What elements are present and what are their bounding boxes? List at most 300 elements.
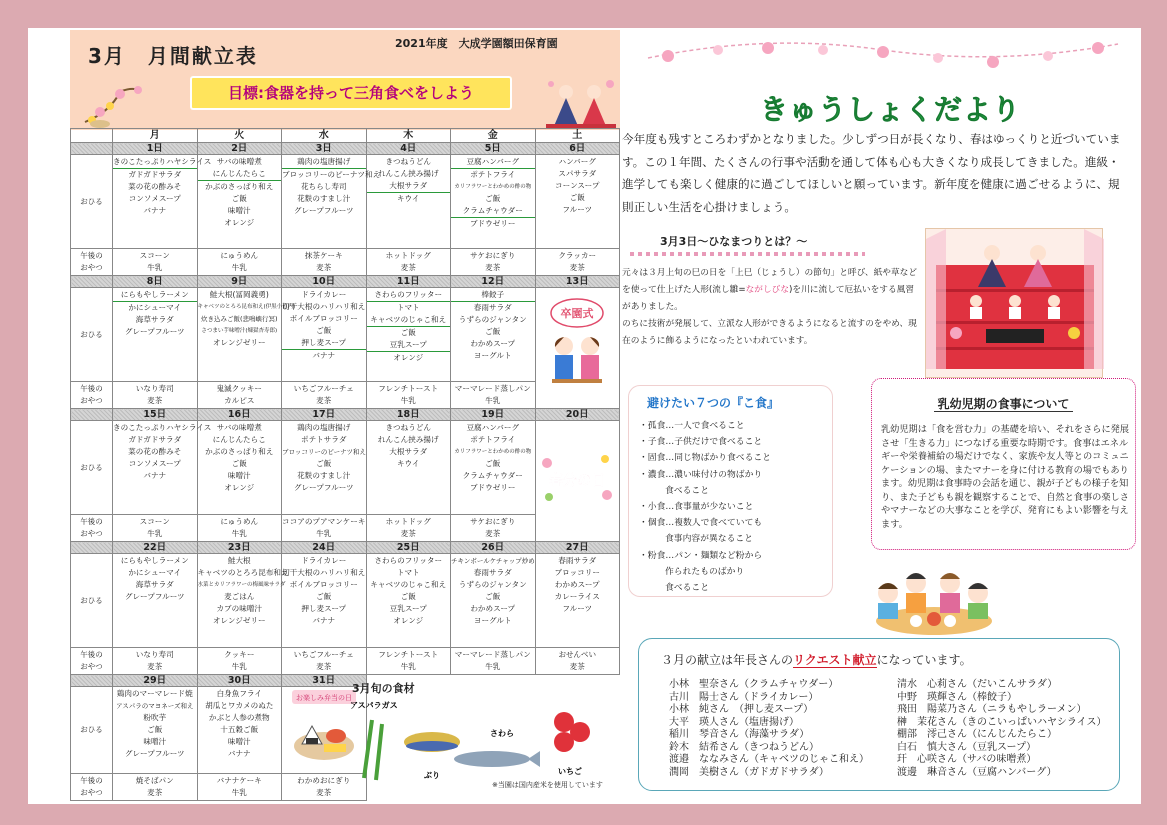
- dish: アスパラのマヨネーズ和え: [116, 702, 194, 710]
- snack-item: サケおにぎり: [470, 517, 516, 526]
- request-entry: 鈴木 結希さん（きつねうどん）: [669, 741, 819, 753]
- drink: 麦茶: [316, 263, 332, 272]
- lunch-cell: [535, 554, 620, 648]
- dish: ご飯: [316, 326, 332, 335]
- dish: わかめスープ: [554, 580, 600, 589]
- request-entry: 白石 慎大さん（豆乳スープ）: [897, 741, 1037, 753]
- dish: スパサラダ: [558, 169, 597, 178]
- dish: ブドウゼリー: [469, 483, 516, 492]
- dish: ご飯: [485, 194, 501, 203]
- newsletter-side: [608, 28, 1141, 804]
- weekday-tue: 火: [197, 129, 282, 143]
- newsletter-title: きゅうしょくだより: [760, 93, 1022, 126]
- date-cell: 12日: [451, 276, 536, 288]
- dish: キウイ: [396, 459, 420, 468]
- dish: れんこん挟み揚げ: [377, 435, 439, 444]
- request-entry: 渡邊 琳音さん（豆腐ハンバーグ）: [897, 766, 1057, 778]
- snack-item: ホットドッグ: [385, 517, 431, 526]
- date-cell: 11日: [366, 276, 451, 288]
- drink: 牛乳: [147, 263, 163, 272]
- dish: ご飯: [400, 328, 416, 337]
- dish: ご飯: [147, 725, 163, 734]
- date-cell: 25日: [366, 542, 451, 554]
- snack-item: マーマレード蒸しパン: [454, 650, 531, 659]
- dish: ボイルブロッコリー: [289, 580, 358, 589]
- dish: わかめスープ: [470, 604, 516, 613]
- lunch-cell: [113, 288, 198, 382]
- dish: バナナ: [312, 351, 336, 360]
- snack-item: スコーン: [139, 517, 170, 526]
- dish: 鮭大根: [227, 556, 251, 565]
- footnote: ※当園は国内産米を使用しています: [492, 781, 603, 789]
- drink: 麦茶: [316, 662, 332, 671]
- snack-cell: [197, 648, 282, 675]
- snack-item: 焼そばパン: [135, 776, 174, 785]
- dish: サバの味噌煮: [216, 157, 262, 166]
- blank: [71, 143, 113, 155]
- snack-item: クラッカー: [558, 251, 597, 260]
- dish: オレンジ: [393, 616, 424, 625]
- snack-label-2: おやつ: [80, 529, 103, 538]
- newsletter-page: [28, 28, 1141, 804]
- snack-item: 鬼滅クッキー: [216, 384, 263, 393]
- lunch-cell: [113, 554, 198, 648]
- lunch-cell: [282, 421, 367, 515]
- week3-lunch-row: [71, 421, 620, 515]
- dish: 麦ごはん: [224, 592, 255, 601]
- drink: 牛乳: [231, 662, 247, 671]
- dish: ブロッコリー: [554, 568, 600, 577]
- dish: 十五穀ご飯: [220, 725, 259, 734]
- drink: 牛乳: [485, 662, 501, 671]
- family-meal-illustration: [866, 563, 1001, 638]
- dish: にんじんたらこ: [198, 168, 282, 181]
- lunch-cell: [113, 687, 198, 774]
- date-cell: 29日: [113, 675, 198, 687]
- hina-sentence-1: 元々は３月上旬の巳の日を「上巳（じょうし）の節句」と呼び、紙や草などを使って仕上げた人形(流し雛=: [622, 268, 918, 295]
- dish: キャベツのとろろ昆布和え(伊黒小芭内): [197, 304, 296, 310]
- seasonal-foods: [332, 678, 622, 783]
- lunch-cell: [113, 155, 212, 249]
- snack-cell: [113, 249, 198, 276]
- dish: 粉吹芋: [143, 713, 167, 722]
- dish: 押し麦スープ: [301, 604, 347, 613]
- infant-meals-title: [872, 395, 1135, 412]
- lunch-cell: [197, 288, 296, 382]
- dish: 花麩のすまし汁: [297, 471, 351, 480]
- snack-cell: [451, 515, 536, 542]
- snack-item: いちごフルーチェ: [293, 384, 354, 393]
- request-list-left: [669, 679, 869, 779]
- dish: オレンジ: [393, 353, 424, 362]
- snack-cell: [451, 382, 536, 409]
- week2-lunch-row: [71, 288, 620, 382]
- snack-cell: [113, 648, 198, 675]
- lunch-label: おひる: [71, 554, 113, 648]
- date-cell: 23日: [197, 542, 282, 554]
- dish: ポテトサラダ: [301, 435, 347, 444]
- hina-sentence-3: のちに技術が発展して、立派な人形ができるようになると流すのをやめ、現在のように飾るようになったといわれています。: [622, 319, 917, 346]
- snack-cell: [535, 648, 620, 675]
- dish: 胡瓜とワカメのぬた: [205, 701, 274, 710]
- date-cell: 26日: [451, 542, 536, 554]
- dish: オレンジゼリー: [212, 338, 266, 347]
- week4-date-row: [71, 542, 620, 554]
- dish: トマト: [396, 303, 420, 312]
- dish: 切干大根のハリハリ和え: [282, 302, 366, 311]
- dish: ハンバーグ: [558, 157, 596, 166]
- snack-cell: [366, 382, 451, 409]
- weekday-fri: 金: [451, 129, 536, 143]
- dish: れんこん挟み揚げ: [377, 169, 439, 178]
- date-cell: 6日: [535, 143, 620, 155]
- snack-item: フレンチトースト: [378, 384, 439, 393]
- blank: [71, 542, 113, 554]
- weekday-wed: 水: [282, 129, 367, 143]
- dish: きのこたっぷりハヤシライス: [113, 423, 212, 432]
- dish: きつねうどん: [385, 423, 432, 432]
- request-entry: 玕 心咲さん（サバの味噌煮）: [897, 754, 1037, 765]
- week4-lunch-row: [71, 554, 620, 648]
- snack-item: わかめおにぎり: [297, 776, 351, 785]
- snack-label-1: 午後の: [80, 517, 103, 526]
- request-title-pre: ３月の献立は年長さんの: [661, 653, 794, 667]
- dish: ポテトフライ: [470, 435, 516, 444]
- hina-highlight: ながしびな: [745, 285, 790, 295]
- hinamatsuri-title: 3月3日～ひなまつりとは？～: [660, 235, 808, 248]
- dish: きつねうどん: [385, 157, 432, 166]
- dish: ブロッコリーのピーナツ和え: [282, 170, 381, 179]
- dish: きのこたっぷりハヤシライス: [113, 156, 197, 169]
- snack-label-2: おやつ: [80, 263, 103, 272]
- date-cell: 2日: [197, 143, 282, 155]
- snack-cell: [451, 648, 536, 675]
- dish: クラムチャウダー: [451, 205, 535, 218]
- snack-cell: [282, 648, 367, 675]
- week1-date-row: [71, 143, 620, 155]
- dish: かぶのさっぱり和え: [205, 182, 274, 191]
- request-menu-box: [638, 638, 1120, 791]
- drink: 麦茶: [147, 662, 163, 671]
- dish: 豆腐ハンバーグ: [451, 156, 535, 169]
- date-cell: 5日: [451, 143, 536, 155]
- snack-label: [71, 515, 113, 542]
- dish: かにシューマイ: [128, 568, 182, 577]
- blank: [71, 409, 113, 421]
- buri-label: ぶり: [424, 771, 440, 780]
- drink: 牛乳: [231, 263, 247, 272]
- snack-cell: [535, 249, 620, 276]
- dish: カブの味噌汁: [216, 604, 263, 613]
- menu-title: 3月 月間献立表: [88, 44, 258, 68]
- drink: 牛乳: [231, 788, 247, 797]
- dish: 鮭大根(冨岡義勇): [209, 290, 269, 299]
- dish: にらもやしラーメン: [113, 289, 197, 302]
- date-cell: 31日: [282, 675, 367, 687]
- dish: コーンスープ: [555, 181, 600, 190]
- snack-item: いなり寿司: [135, 384, 174, 393]
- lunch-cell: [366, 421, 451, 515]
- koshoku-item: ・子食…子供だけで食べること: [639, 437, 763, 448]
- sakura-garland: [648, 38, 1118, 76]
- dish: 春雨サラダ: [473, 303, 512, 312]
- snack-item: サケおにぎり: [470, 251, 516, 260]
- dish: バナナ: [227, 749, 251, 758]
- dish: さわらのフリッター: [374, 556, 443, 565]
- dish: うずらのジャンタン: [458, 580, 527, 589]
- snack-cell: [113, 382, 198, 409]
- date-cell: 27日: [535, 542, 620, 554]
- hinamatsuri-text: [622, 265, 922, 350]
- lunch-cell: [366, 288, 451, 382]
- dish: グレープフルーツ: [293, 206, 354, 215]
- infant-meals-box: [871, 378, 1136, 550]
- dish: 炊き込みご飯(悲鳴嶼行冥): [200, 315, 278, 323]
- drink: 麦茶: [316, 788, 332, 797]
- weekday-sat: 土: [535, 129, 620, 143]
- dish: 味噌汁: [227, 737, 251, 746]
- dish: フルーツ: [562, 604, 593, 613]
- dish: ポテトフライ: [470, 170, 516, 179]
- lunch-cell: [451, 421, 536, 515]
- koshoku-item: ・濃食…濃い味付けの物ばかり: [639, 469, 763, 480]
- goal-banner: 目標:食器を持って三角食べをしよう: [190, 76, 512, 110]
- dish: さつまい芋味噌汁(煉獄杏寿郎): [201, 328, 278, 334]
- lunch-cell: [197, 155, 282, 249]
- request-entry: 小林 純さん （押し麦スープ）: [669, 704, 814, 715]
- dish: カリフラワーとわかめの酢の物: [454, 449, 532, 455]
- request-entry: 渡邉 ななみさん（キャベツのじゃこ和え）: [669, 754, 869, 765]
- request-entry: 中野 瑛輝さん（棒餃子）: [897, 691, 1017, 703]
- dish: 花ちらし寿司: [300, 182, 347, 191]
- dish: 白身魚フライ: [216, 689, 262, 698]
- drink: 牛乳: [485, 396, 501, 405]
- date-cell: 3日: [282, 143, 367, 155]
- dish: グレープフルーツ: [124, 592, 185, 601]
- date-cell: 13日: [535, 276, 620, 288]
- drink: 麦茶: [316, 396, 332, 405]
- koshoku-title: 避けたい７つの『こ食』: [647, 396, 780, 410]
- snack-cell: [197, 515, 282, 542]
- snack-cell: [282, 382, 367, 409]
- dish: さわらのフリッター: [367, 289, 451, 302]
- snack-label: [71, 382, 113, 409]
- lunch-cell: [451, 155, 536, 249]
- snack-item: 抹茶ケーキ: [304, 251, 343, 260]
- week1-snack-row: [71, 249, 620, 276]
- drink: 麦茶: [147, 788, 163, 797]
- drink: カルピス: [224, 396, 255, 405]
- bento-text: お楽しみ弁当の日: [295, 694, 352, 702]
- snack-item: フレンチトースト: [378, 650, 439, 659]
- lunch-cell: [451, 554, 536, 648]
- request-list-right: [897, 679, 1107, 779]
- dish: キャベツのじゃこ和え: [367, 314, 451, 327]
- lunch-cell: [113, 421, 212, 515]
- weekday-mon: 月: [113, 129, 198, 143]
- snack-item: にゅうめん: [220, 251, 259, 260]
- dish: 大根サラダ: [367, 180, 451, 193]
- dish: 鶏肉のマーマレード焼: [116, 689, 193, 698]
- infant-meals-title-text: 乳幼児期の食事について: [934, 397, 1074, 412]
- snack-item: おせんべい: [558, 650, 597, 659]
- dish: ヨーグルト: [473, 351, 512, 360]
- ichigo-label: いちご: [558, 767, 582, 776]
- dish: サバの味噌煮: [216, 423, 262, 432]
- request-entry: 小林 聖奈さん（クラムチャウダー）: [669, 679, 839, 690]
- request-entry: 大平 瑛人さん（塩唐揚げ）: [669, 716, 799, 728]
- dish: オレンジ: [224, 483, 255, 492]
- drink: 牛乳: [316, 529, 332, 538]
- date-cell: 30日: [197, 675, 282, 687]
- date-cell: 1日: [113, 143, 198, 155]
- dish: キャベツのじゃこ和え: [370, 580, 447, 589]
- drink: 麦茶: [569, 662, 585, 671]
- drink: 牛乳: [400, 662, 416, 671]
- dish: ガドガドサラダ: [128, 170, 182, 179]
- dish: ブドウゼリー: [469, 219, 516, 228]
- dish: 水菜とカリフラワーの梅風味サラダ: [197, 582, 286, 588]
- snack-item: にゅうめん: [220, 517, 259, 526]
- dish: ご飯: [316, 459, 332, 468]
- dish: ご飯: [231, 194, 247, 203]
- menu-side: [42, 28, 607, 804]
- weekday-thu: 木: [366, 129, 451, 143]
- date-cell: 4日: [366, 143, 451, 155]
- graduation-text: 卒園式: [560, 307, 594, 320]
- request-entry: 飛田 陽菜乃さん（ニラもやしラーメン）: [897, 704, 1087, 715]
- dish: カレーライス: [554, 592, 600, 601]
- request-title-post: になっています。: [876, 653, 972, 667]
- date-cell: 17日: [282, 409, 367, 421]
- snack-label: [71, 774, 113, 801]
- week1-lunch-row: [71, 155, 620, 249]
- request-entry: 稲川 琴音さん（海藻サラダ）: [669, 729, 810, 740]
- snack-cell: [197, 249, 282, 276]
- dish: 春雨サラダ: [558, 556, 597, 565]
- snack-item: ホットドッグ: [385, 251, 431, 260]
- drink: 牛乳: [231, 529, 247, 538]
- koshoku-item: ・小食…食事量が少ないこと: [639, 502, 754, 513]
- dish: ご飯: [485, 459, 501, 468]
- week2-date-row: [71, 276, 620, 288]
- graduation-illustration: [542, 291, 612, 401]
- asparagus-label: アスパラガス: [350, 701, 398, 710]
- request-entry: 棚部 澪己さん（にんじんたらこ）: [897, 729, 1057, 740]
- dish: 押し麦スープ: [282, 337, 366, 350]
- dish: バナナ: [312, 616, 336, 625]
- lunch-cell: [366, 554, 451, 648]
- dish: 味噌汁: [227, 471, 251, 480]
- snack-cell: [366, 515, 451, 542]
- dish: トマト: [396, 568, 420, 577]
- snack-label: [71, 249, 113, 276]
- drink: 麦茶: [400, 529, 416, 538]
- dish: 味噌汁: [227, 206, 251, 215]
- dish: コンソメスープ: [128, 194, 181, 203]
- koshoku-item: 食べること: [665, 583, 709, 594]
- seven-koshoku-box: [628, 385, 833, 597]
- dish: コンソメスープ: [128, 459, 181, 468]
- koshoku-item: 食べること: [665, 485, 709, 496]
- weekday-header-row: [71, 129, 620, 143]
- blank: [71, 276, 113, 288]
- dish: ご飯: [485, 592, 501, 601]
- dish: 切干大根のハリハリ和え: [282, 568, 366, 577]
- lunch-cell: [197, 421, 282, 515]
- snack-cell: [113, 774, 198, 801]
- request-title: [661, 651, 972, 668]
- snack-item: ココアのプアマンケーキ: [282, 517, 366, 526]
- snack-label-2: おやつ: [80, 396, 103, 405]
- snack-label-1: 午後の: [80, 251, 103, 260]
- dish: 豆乳スープ: [367, 339, 451, 352]
- drink: 牛乳: [147, 529, 163, 538]
- snack-cell: [282, 249, 367, 276]
- dish: フルーツ: [562, 205, 593, 214]
- date-cell: 24日: [282, 542, 367, 554]
- snack-cell: [451, 249, 536, 276]
- koshoku-item: ・固食…同じ物ばかり食べること: [639, 453, 771, 464]
- dish: グレープフルーツ: [124, 749, 185, 758]
- snack-cell: [197, 382, 282, 409]
- lunch-label: おひる: [71, 421, 113, 515]
- dish: グレープフルーツ: [293, 483, 354, 492]
- dotted-divider: [630, 250, 865, 258]
- dish: 花麩のすまし汁: [297, 194, 351, 203]
- date-cell: 20日: [535, 409, 620, 421]
- dish: クラムチャウダー: [462, 471, 523, 480]
- dish: 海草サラダ: [135, 580, 174, 589]
- date-cell: 10日: [282, 276, 367, 288]
- snack-item: クッキー: [224, 650, 255, 659]
- ume-branch-illustration: [80, 82, 154, 128]
- intro-text: 今年度も残すところわずかとなりました。少しずつ日が長くなり、春はゆっくりと近づいています。この１年間、たくさんの行事や活動を通して体も心も大きくなり成長してきました。進級・進学しても楽しく健康的に過ごしてほしいと願っています。新年度を健康に過ごせるように、規則正しい生活を心掛けましょう。: [622, 132, 1121, 214]
- hina-sentence-2: )を川に流して厄払いをする風習がありました。: [622, 285, 915, 312]
- drink: 麦茶: [569, 263, 585, 272]
- dish: ご飯: [316, 592, 332, 601]
- shunbun-text: 春分の日: [549, 473, 606, 489]
- corner-cell: [71, 129, 113, 143]
- dish: にんじんたらこ: [212, 435, 266, 444]
- dish: 菜の花の酢みそ: [128, 182, 182, 191]
- date-cell: 8日: [113, 276, 198, 288]
- dish: 大根サラダ: [389, 447, 428, 456]
- request-entry: 古川 陽士さん（ドライカレー）: [669, 691, 819, 703]
- blank: [71, 675, 113, 687]
- drink: 牛乳: [400, 396, 416, 405]
- dish: オレンジゼリー: [212, 616, 266, 625]
- snack-label-1: 午後の: [80, 776, 103, 785]
- lunch-cell: [282, 288, 367, 382]
- dish: かにシューマイ: [128, 303, 182, 312]
- snack-item: いなり寿司: [135, 650, 174, 659]
- request-entry: 清水 心莉さん（だいこんサラダ）: [897, 679, 1058, 690]
- snack-cell: [282, 515, 367, 542]
- koshoku-item: 作られたものばかり: [665, 566, 745, 577]
- lunch-cell: [197, 554, 289, 648]
- koshoku-item: ・孤食…一人で食べること: [639, 421, 745, 431]
- snack-label-1: 午後の: [80, 650, 103, 659]
- snack-cell: [366, 249, 451, 276]
- sawara-label: さわら: [490, 729, 514, 738]
- dish: ご飯: [231, 459, 247, 468]
- dish: 豆腐ハンバーグ: [466, 423, 520, 432]
- dish: ご飯: [485, 327, 501, 336]
- snack-cell: [197, 774, 282, 801]
- koshoku-item: ・粉食…パン・麺類など粉から: [639, 550, 763, 561]
- dish: ご飯: [569, 193, 585, 202]
